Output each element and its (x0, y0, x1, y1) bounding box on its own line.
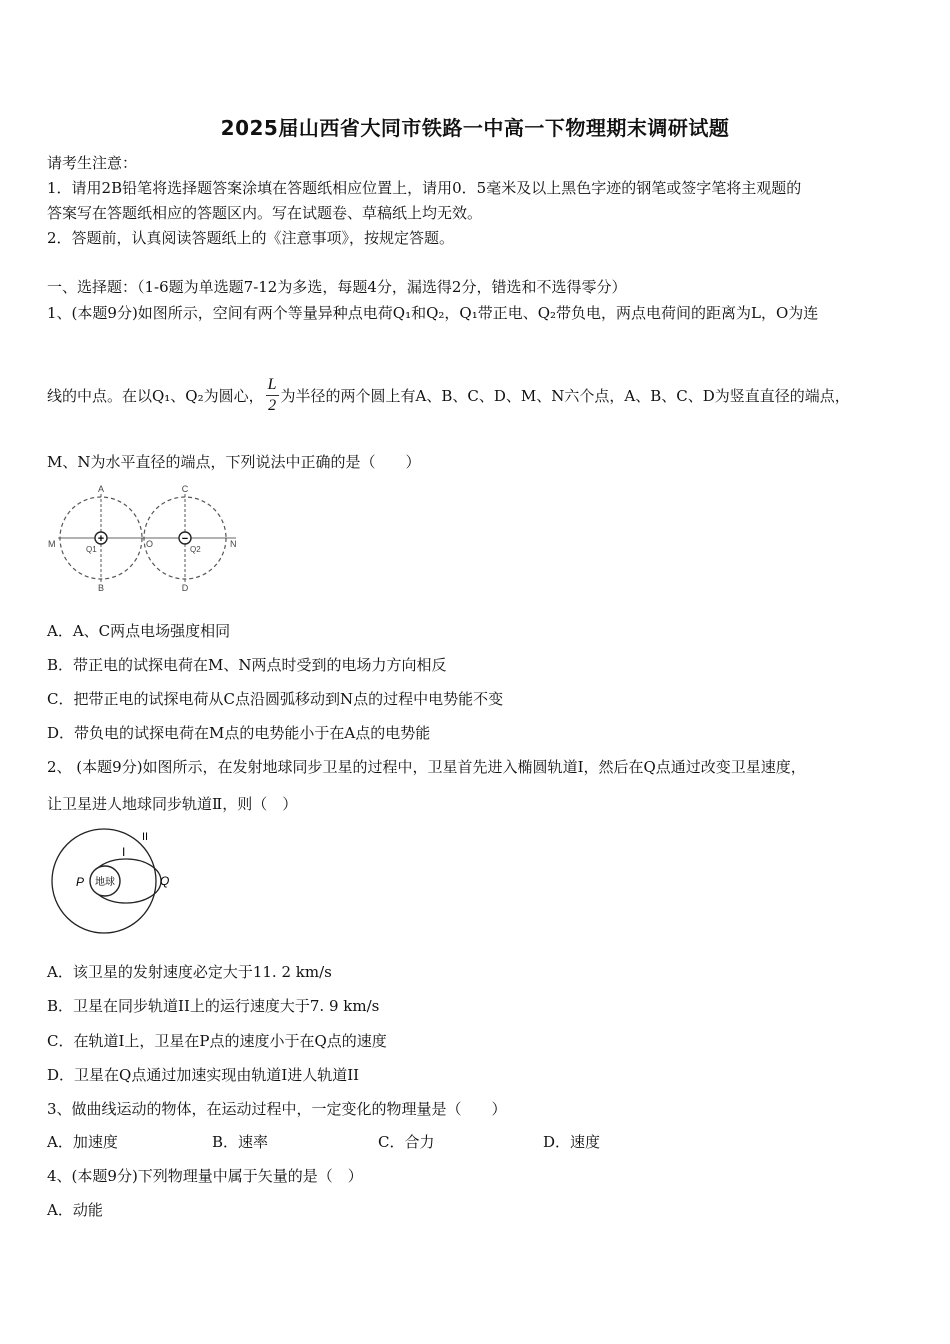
earth-label: 地球 (95, 877, 115, 888)
label-q: Q (160, 874, 170, 888)
q1-stem-line-2-post: 为半径的两个圆上有A、B、C、D、M、N六个点，A、B、C、D为竖直直径的端点， (280, 386, 850, 405)
plus-sign: + (97, 533, 105, 545)
label-q1: Q1 (86, 545, 97, 554)
q1-option-b: B．带正电的试探电荷在M、N两点时受到的电场力方向相反 (47, 656, 447, 674)
q1-stem-line-3: M、N为水平直径的端点，下列说法中正确的是（ ） (47, 453, 421, 471)
label-p: P (76, 875, 85, 889)
q4-option-a: A．动能 (47, 1201, 103, 1219)
label-q2: Q2 (190, 545, 201, 554)
q2-option-a: A．该卫星的发射速度必定大于11. 2 km/s (47, 963, 332, 981)
page-title: 2025届山西省大同市铁路一中高一下物理期末调研试题 (220, 116, 730, 140)
q2-stem-line-1: 2、 (本题9分)如图所示，在发射地球同步卫星的过程中，卫星首先进入椭圆轨道I，然后在Q点通过改变卫星速度， (47, 758, 806, 776)
notice-heading: 请考生注意： (47, 154, 138, 172)
q4-stem: 4、(本题9分)下列物理量中属于矢量的是（ ） (47, 1167, 363, 1185)
q1-stem-line-1: 1、(本题9分)如图所示，空间有两个等量异种点电荷Q₁和Q₂，Q₁带正电、Q₂带负电，两点电荷间的距离为L，O为连 (47, 304, 819, 322)
minus-sign: − (181, 533, 189, 545)
q3-option-c: C．合力 (378, 1133, 435, 1151)
orbit-figure (44, 826, 184, 936)
label-d: D (181, 583, 189, 593)
q3-option-d: D．速度 (543, 1133, 601, 1151)
q2-option-d: D．卫星在Q点通过加速实现由轨道I进人轨道II (47, 1066, 360, 1084)
q1-stem-line-2-pre: 线的中点。在以Q₁、Q₂为圆心， (47, 386, 264, 405)
label-o: O (146, 539, 154, 549)
charges-figure (40, 482, 250, 594)
label-m: M (48, 539, 56, 549)
notice-line-2: 2．答题前，认真阅读答题纸上的《注意事项》，按规定答题。 (47, 229, 455, 247)
q3-option-a: A．加速度 (47, 1133, 118, 1151)
label-c: C (181, 484, 189, 494)
label-i: I (122, 845, 126, 859)
q1-option-a: A．A、C两点电场强度相同 (47, 622, 231, 640)
label-a: A (97, 484, 105, 494)
fraction-denominator: 2 (268, 396, 277, 414)
radius-fraction (266, 375, 279, 416)
q3-stem: 3、做曲线运动的物体，在运动过程中，一定变化的物理量是（ ） (47, 1100, 507, 1118)
label-n: N (230, 539, 237, 549)
q1-option-d: D．带负电的试探电荷在M点的电势能小于在A点的电势能 (47, 724, 431, 742)
notice-line-1b: 答案写在答题纸相应的答题区内。写在试题卷、草稿纸上均无效。 (47, 204, 483, 222)
label-ii: II (142, 831, 149, 843)
q1-option-c: C．把带正电的试探电荷从C点沿圆弧移动到N点的过程中电势能不变 (47, 690, 504, 708)
q1-stem-line-2 (47, 372, 850, 418)
q3-option-b: B．速率 (212, 1133, 269, 1151)
fraction-numerator: L (266, 375, 279, 396)
q2-stem-line-2: 让卫星进人地球同步轨道Ⅱ，则（ ） (47, 795, 298, 813)
label-b: B (97, 583, 105, 593)
notice-line-1a: 1．请用2B铅笔将选择题答案涂填在答题纸相应位置上，请用0．5毫米及以上黑色字迹的钢笔或签字笔将主观题的 (47, 179, 802, 197)
section-heading: 一、选择题：（1-6题为单选题7-12为多选，每题4分，漏选得2分，错选和不选得零分） (47, 278, 627, 296)
q2-option-c: C．在轨道I上，卫星在P点的速度小于在Q点的速度 (47, 1032, 387, 1050)
q2-option-b: B．卫星在同步轨道II上的运行速度大于7. 9 km/s (47, 997, 380, 1015)
